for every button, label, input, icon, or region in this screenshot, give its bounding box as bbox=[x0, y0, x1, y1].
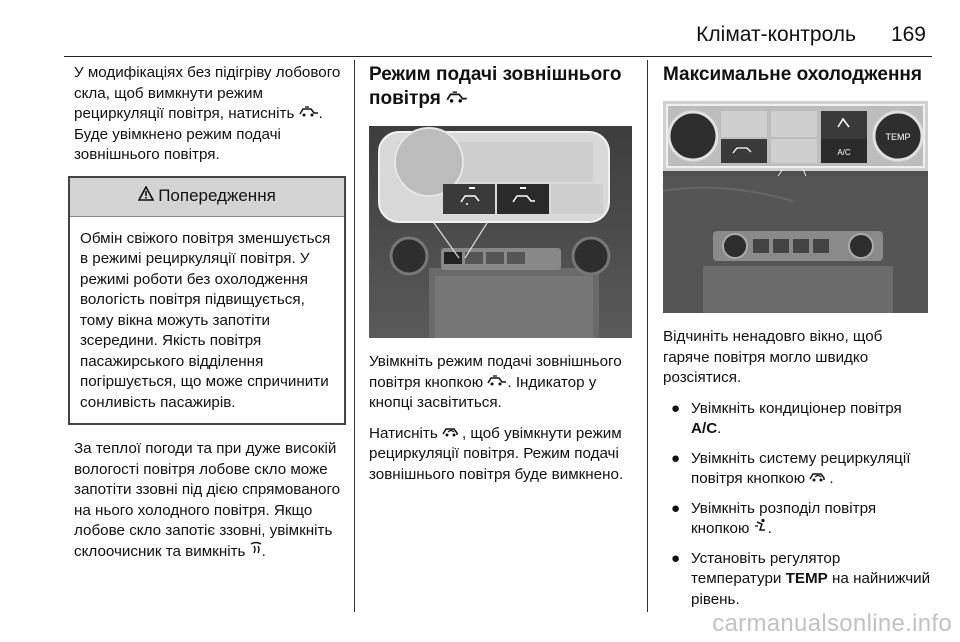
column-2 bbox=[369, 63, 634, 495]
watermark: carmanualsonline.info bbox=[712, 610, 952, 637]
list-item-text: Увімкніть систему рециркуляції повітря кнопкою bbox=[691, 449, 911, 487]
page-number: 169 bbox=[890, 23, 926, 46]
warning-body: Обмін свіжого повітря зменшується в режимі рециркуляції повітря. У режимі роботи без охолодження вологість повітря підвищується, тому вікна можуть запотіти зсередини. Якість повітря пасажирського відділення погіршується, що може спричинити сонливість пасажирів. bbox=[80, 229, 331, 411]
recirc-text-end: , щоб увімкнути режим рециркуляції повітря. Режим подачі зовнішнього повітря буде вимкнено. bbox=[369, 424, 624, 483]
fogging-text: За теплої погоди та при дуже високій вологості повітря лобове скло може запотіти ззовні під дією спрямованого на нього холодного повітря. Якщо лобове скло запотіє ззовні, увімкніть склоочисник та вимкніть bbox=[74, 440, 341, 560]
list-item-text: Увімкніть розподіл повітря кнопкою bbox=[691, 499, 877, 537]
outside-air-car-icon bbox=[299, 103, 319, 124]
section-heading bbox=[369, 63, 634, 112]
list-item-text-end: . bbox=[717, 420, 722, 437]
enable-outside-air-paragraph bbox=[369, 352, 634, 414]
header-rule bbox=[64, 56, 932, 57]
list-item bbox=[663, 399, 931, 440]
windscreen-airflow-icon bbox=[250, 541, 262, 562]
list-item-bold: A/C bbox=[691, 420, 718, 437]
outside-air-car-icon bbox=[446, 87, 468, 111]
list-item bbox=[663, 449, 931, 490]
list-item-text-end: на найнижчий рівень. bbox=[691, 570, 931, 608]
air-distribution-icon bbox=[754, 518, 768, 539]
outside-air-car-icon bbox=[487, 372, 507, 393]
section-heading-text: Режим подачі зовнішнього повітря bbox=[369, 64, 622, 109]
bullet-dot: ● bbox=[671, 399, 681, 417]
column-divider bbox=[647, 60, 648, 612]
intro-paragraph bbox=[74, 63, 342, 166]
fogging-text-end: . bbox=[261, 542, 266, 560]
list-item-text-end: . bbox=[767, 520, 772, 537]
page-header bbox=[64, 0, 932, 56]
list-item bbox=[663, 549, 931, 611]
dashboard-illustration bbox=[369, 126, 632, 338]
list-item bbox=[663, 499, 931, 540]
enable-text: Увімкніть режим подачі зовнішнього повітря кнопкою bbox=[369, 353, 622, 391]
warning-box bbox=[68, 176, 346, 426]
recirculation-car-icon bbox=[442, 423, 462, 444]
list-item-text: Установіть регулятор температури bbox=[691, 549, 841, 587]
temp-knob-label: TEMP bbox=[885, 132, 911, 142]
list-item-bold: TEMP bbox=[785, 570, 828, 587]
column-divider bbox=[354, 60, 355, 612]
bullet-dot: ● bbox=[671, 449, 681, 467]
open-window-paragraph: Відчиніть ненадовго вікно, щоб гаряче повітря могло швидко розсіятися. bbox=[663, 328, 883, 386]
warning-header bbox=[70, 178, 344, 217]
cooling-steps-list bbox=[663, 399, 931, 611]
enable-text-end: . Індикатор у кнопці засвітиться. bbox=[369, 373, 597, 411]
intro-text: У модифікаціях без підігріву лобового скла, щоб вимкнути режим рециркуляції повітря, натисніть bbox=[74, 64, 341, 122]
column-3 bbox=[663, 63, 931, 619]
warning-title: Попередження bbox=[158, 186, 276, 206]
section-heading: Максимальне охолодження bbox=[663, 64, 922, 85]
recirc-text: Натисніть bbox=[369, 424, 442, 442]
page-title: Клімат-контроль bbox=[696, 23, 856, 46]
climate-panel-illustration bbox=[663, 101, 928, 313]
climate-panel-figure bbox=[663, 101, 928, 313]
recirculation-car-icon bbox=[809, 468, 829, 489]
column-1 bbox=[74, 63, 342, 572]
fogging-paragraph bbox=[74, 439, 342, 562]
dashboard-figure bbox=[369, 126, 632, 338]
list-item-text: Увімкніть кондиціонер повітря bbox=[691, 399, 902, 417]
bullet-dot: ● bbox=[671, 499, 681, 517]
warning-triangle-icon bbox=[138, 186, 154, 207]
recirculation-paragraph bbox=[369, 424, 634, 486]
bullet-dot: ● bbox=[671, 549, 681, 567]
list-item-text-end: . bbox=[829, 470, 834, 487]
intro-text-end: . Буде увімкнено режим подачі зовнішнього повітря. bbox=[74, 105, 323, 163]
ac-button-label: A/C bbox=[837, 148, 851, 157]
